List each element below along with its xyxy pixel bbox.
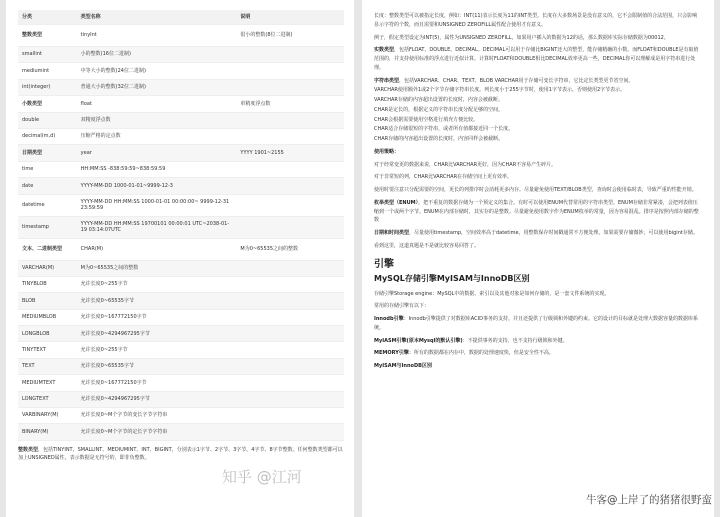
real-type-text: ，包括FLOAT、DOUBLE、DECIMAL。DECIMAL可以用于存储比BIGINT还大的整型，能存储精确的小数。而FLOAT和DOUBLE是有取值范围的，并支持使用标准的浮点进行近似计算。计算时FLOAT和DOUBLE相比DECIMAL效率更高一些，DECIMAL你可以理解成是用字符串进行处理。: [374, 47, 699, 71]
table-cell: 单精度浮点数: [236, 96, 344, 112]
table-cell: 允许长度0~255字节: [77, 342, 237, 358]
table-cell: TINYTEXT: [18, 342, 77, 358]
table-cell: 普通大小的整数(32位二进制): [77, 79, 237, 95]
innodb-paragraph: [374, 315, 700, 333]
table-cell: 允许长度0~167772150字节: [77, 375, 237, 391]
table-row: [18, 391, 344, 407]
table-cell: [236, 293, 344, 309]
table-cell: YYYY-MM-DD HH:MM:SS 19700101 00:00:01 UTC~2038-01-19 03:14:07UTC: [77, 216, 237, 238]
conclusion-paragraph: 看到这里，这道真题是不是就比较容易回答了。: [374, 242, 480, 249]
table-cell: M为0~65535之间的整数: [77, 260, 237, 276]
table-row: [18, 260, 344, 276]
mysql-types-table: [18, 10, 344, 441]
table-cell: 整数类型: [18, 25, 77, 47]
table-cell: [236, 47, 344, 63]
table-cell: TEXT: [18, 358, 77, 374]
table-cell: 允许长度0~4294967295字节: [77, 326, 237, 342]
strategy-short-paragraph: 对于非常短的列，CHAR比VARCHAR在存储空间上更有效率。: [374, 174, 513, 181]
table-cell: CHAR(M): [77, 238, 237, 260]
table-cell: [236, 128, 344, 144]
table-cell: M为0~65535之间的整数: [236, 238, 344, 260]
table-cell: MEDIUMTEXT: [18, 375, 77, 391]
engine-subheading: MySQL存储引擎MyISAM与InnoDB区别: [374, 273, 530, 283]
right-page: [362, 0, 714, 517]
myisam-label: MyIASM引擎(原本Mysql的默认引擎): [374, 337, 463, 344]
table-cell: time: [18, 161, 77, 177]
table-row: [18, 63, 344, 79]
myisam-text: ：不提供事务的支持，也不支持行级锁和外键。: [462, 337, 568, 344]
memory-label: MEMORY引擎: [374, 350, 409, 357]
table-cell: BINARY(M): [18, 424, 77, 440]
table-cell: decimal(m,d): [18, 128, 77, 144]
table-cell: VARBINARY(M): [18, 408, 77, 424]
common-engines-paragraph: 常用的存储引擎有以下：: [374, 303, 430, 310]
memory-paragraph: [374, 349, 700, 358]
table-cell: HH:MM:SS -838:59:59~838:59:59: [77, 161, 237, 177]
table-header-cell: 说明: [236, 10, 344, 25]
table-cell: datetime: [18, 194, 77, 216]
table-cell: LONGBLOB: [18, 326, 77, 342]
table-cell: [236, 342, 344, 358]
table-cell: LONGTEXT: [18, 391, 77, 407]
difference-label: MyISAM与InnoDB区别: [374, 363, 432, 369]
table-cell: 允许长度0~65535字节: [77, 358, 237, 374]
table-row: [18, 424, 344, 440]
table-cell: YYYY-MM-DD 1000-01-01~9999-12-3: [77, 178, 237, 194]
table-row: [18, 96, 344, 112]
string-type-label: 字符串类型: [374, 77, 400, 84]
table-cell: 允许长度0~255字节: [77, 276, 237, 292]
datetime-text: ，尽量使用timestamp，空间效率高于datetime，用整数保存时间戳通常不方便处理。如果需要存储微妙，可以使用bigint存储。: [409, 230, 698, 236]
table-header-cell: 分类: [18, 10, 77, 25]
table-row: [18, 408, 344, 424]
table-cell: [236, 216, 344, 238]
table-row: [18, 161, 344, 177]
table-cell: smallint: [18, 47, 77, 63]
table-row: [18, 375, 344, 391]
table-row: [18, 293, 344, 309]
table-row: [18, 238, 344, 260]
string-type-lines: [374, 86, 700, 144]
table-row: [18, 25, 344, 47]
datetime-label: 日期和时间类型: [374, 230, 410, 236]
difference-heading: [374, 362, 700, 371]
table-cell: YYYY 1901~2155: [236, 145, 344, 161]
table-cell: [236, 326, 344, 342]
table-cell: timestamp: [18, 216, 77, 238]
real-type-paragraph: [374, 46, 700, 72]
table-cell: [236, 424, 344, 440]
table-cell: [236, 63, 344, 79]
table-cell: 文本、二进制类型: [18, 238, 77, 260]
note-label: 整数类型: [18, 446, 39, 453]
table-cell: [236, 358, 344, 374]
table-row: [18, 216, 344, 238]
table-cell: float: [77, 96, 237, 112]
string-type-line: VARCHAR存储的内容超出设置的长度时，内容会被截断。: [374, 97, 503, 103]
table-header-cell: 类型名称: [77, 10, 237, 25]
storage-engine-paragraph: 存储引擎Storage engine：MySQL中的数据、索引以及其他对象是如何存储的，是一套文件系统的实现。: [374, 290, 610, 297]
table-cell: 压缩严格的定点数: [77, 128, 237, 144]
table-cell: date: [18, 178, 77, 194]
table-cell: [236, 178, 344, 194]
enum-paragraph: [374, 199, 700, 225]
table-row: [18, 194, 344, 216]
table-row: [18, 178, 344, 194]
table-cell: [236, 260, 344, 276]
table-cell: 允许长度0~M个字节的定长字节字符串: [77, 424, 237, 440]
table-row: [18, 342, 344, 358]
table-cell: 小数类型: [18, 96, 77, 112]
table-cell: year: [77, 145, 237, 161]
string-type-line: CHAR是定长的，根据定义的字符串长度分配足够的空间。: [374, 106, 504, 113]
strategy-heading: [374, 148, 700, 157]
table-cell: double: [18, 112, 77, 128]
enum-label: 枚举类型（ENUM）: [374, 199, 419, 206]
left-page: [6, 0, 354, 517]
strategy-char-paragraph: 对于经常变更的数据来说，CHAR比VARCHAR更好，因为CHAR不容易产生碎片。: [374, 161, 557, 168]
engine-heading: 引擎: [374, 258, 394, 270]
string-type-line: VARCHAR使用额外1或2个字节存储字符串长度。列长度小于255字节时，使用1字节表示，否则使用2字节表示。: [374, 87, 626, 94]
table-row: [18, 112, 344, 128]
table-cell: 允许长度0~4294967295字节: [77, 391, 237, 407]
table-cell: int(integer): [18, 79, 77, 95]
string-type-paragraph: [374, 77, 700, 86]
table-cell: 允许长度0~M个字节的变长字节字符串: [77, 408, 237, 424]
table-cell: 双精度浮点数: [77, 112, 237, 128]
table-row: [18, 145, 344, 161]
integer-note: [18, 446, 344, 462]
table-cell: MEDIUMBLOB: [18, 309, 77, 325]
table-cell: BLOB: [18, 293, 77, 309]
zhihu-watermark: 知乎 @江河: [222, 468, 302, 486]
table-cell: 中等大小的整数(24位二进制): [77, 63, 237, 79]
innodb-text: ：Innodb引擎提供了对数据库ACID事务的支持。并且还提供了行级锁和外键的约束。它的设计的目标就是处理大数据容量的数据库系统。: [374, 316, 698, 331]
string-type-text: ，包括VARCHAR、CHAR、TEXT、BLOB VARCHAR用于存储可变长字符串，它比定长类型更节省空间。: [399, 77, 634, 84]
note-text: ，包括TINYINT、SMALLINT、MEDIUMINT、INT、BIGINT，分别表示1字节、2字节、3字节、4字节、8字节整数。任何整数类型都可以加上UNSIGNED属性，表示数据是无符号的，即非负整数。: [18, 446, 343, 461]
innodb-label: Innodb引擎: [374, 316, 404, 322]
real-type-label: 实数类型: [374, 47, 395, 54]
table-cell: [236, 375, 344, 391]
table-cell: [236, 112, 344, 128]
myisam-paragraph: [374, 337, 700, 346]
table-cell: 日期类型: [18, 145, 77, 161]
table-cell: tinyInt: [77, 25, 237, 47]
enum-text: ，把不重复的数据存储为一个预定义的集合。有时可以使用ENUM代替常用的字符串类型。ENUM存储非常紧凑，会把列表值压缩到一个或两个字节。ENUM在内部存储时，其实存的是整数。尽量避免使用数字作为ENUM枚举的常量，因为容易混乱。排序是按照内部存储的整数: [374, 199, 699, 224]
table-cell: [236, 161, 344, 177]
table-row: [18, 47, 344, 63]
string-type-line: CHAR存储的内容超出设置的长度时，内容同样会被截断。: [374, 136, 504, 142]
table-cell: 允许长度0~65535字节: [77, 293, 237, 309]
table-row: [18, 128, 344, 144]
table-row: [18, 326, 344, 342]
table-cell: [236, 79, 344, 95]
example-paragraph: 例子，假定类型设定为INT(5)，属性为UNSIGNED ZEROFILL，如果用户插入的数据为12的话，那么数据库实际存储数据为00012。: [374, 34, 669, 41]
table-cell: TINYBLOB: [18, 276, 77, 292]
table-cell: 很小的整数(8位二进制): [236, 25, 344, 47]
table-cell: YYYY-MM-DD HH:MM:SS 1000-01-01 00:00:00~ 9999-12-31 23:59:59: [77, 194, 237, 216]
memory-text: ：所有的数据都在内存中，数据的处理速度快，但是安全性不高。: [408, 350, 554, 357]
strategy-label: 使用策略：: [374, 148, 400, 155]
table-cell: [236, 276, 344, 292]
table-cell: VARCHAR(M): [18, 260, 77, 276]
table-cell: mediumint: [18, 63, 77, 79]
table-row: [18, 79, 344, 95]
table-cell: [236, 391, 344, 407]
table-row: [18, 358, 344, 374]
table-header-row: [18, 10, 344, 25]
table-cell: [236, 408, 344, 424]
table-cell: [236, 309, 344, 325]
table-cell: 小的整数(16位二进制): [77, 47, 237, 63]
strategy-space-paragraph: 使用时要注意只分配需要的空间，更长的列排序时会消耗更多内存。尽量避免使用TEXT/BLOB类型，查询时会使用临时表，导致严重的性能开销。: [374, 187, 697, 193]
credit-watermark: 牛客@上岸了的猪猪很野蛮: [586, 494, 712, 506]
datetime-paragraph: [374, 229, 700, 238]
table-cell: [236, 194, 344, 216]
string-type-line: CHAR适合存储很短的字符串，或者所有值都接近同一个长度。: [374, 126, 514, 133]
table-row: [18, 276, 344, 292]
table-row: [18, 309, 344, 325]
string-type-line: CHAR会根据需要使用空格进行填充方便比较。: [374, 116, 479, 123]
table-cell: 允许长度0~167772150字节: [77, 309, 237, 325]
length-paragraph: 长度：整数类型可以被指定长度，例如：INT(11)表示长度为11的INT类型。长度在大多数场景是没有意义的，它不会限制值的合法范围，只会影响显示字符的个数，而且需要和UNSIGNED ZEROFILL属性配合使用才有意义。: [374, 13, 698, 28]
